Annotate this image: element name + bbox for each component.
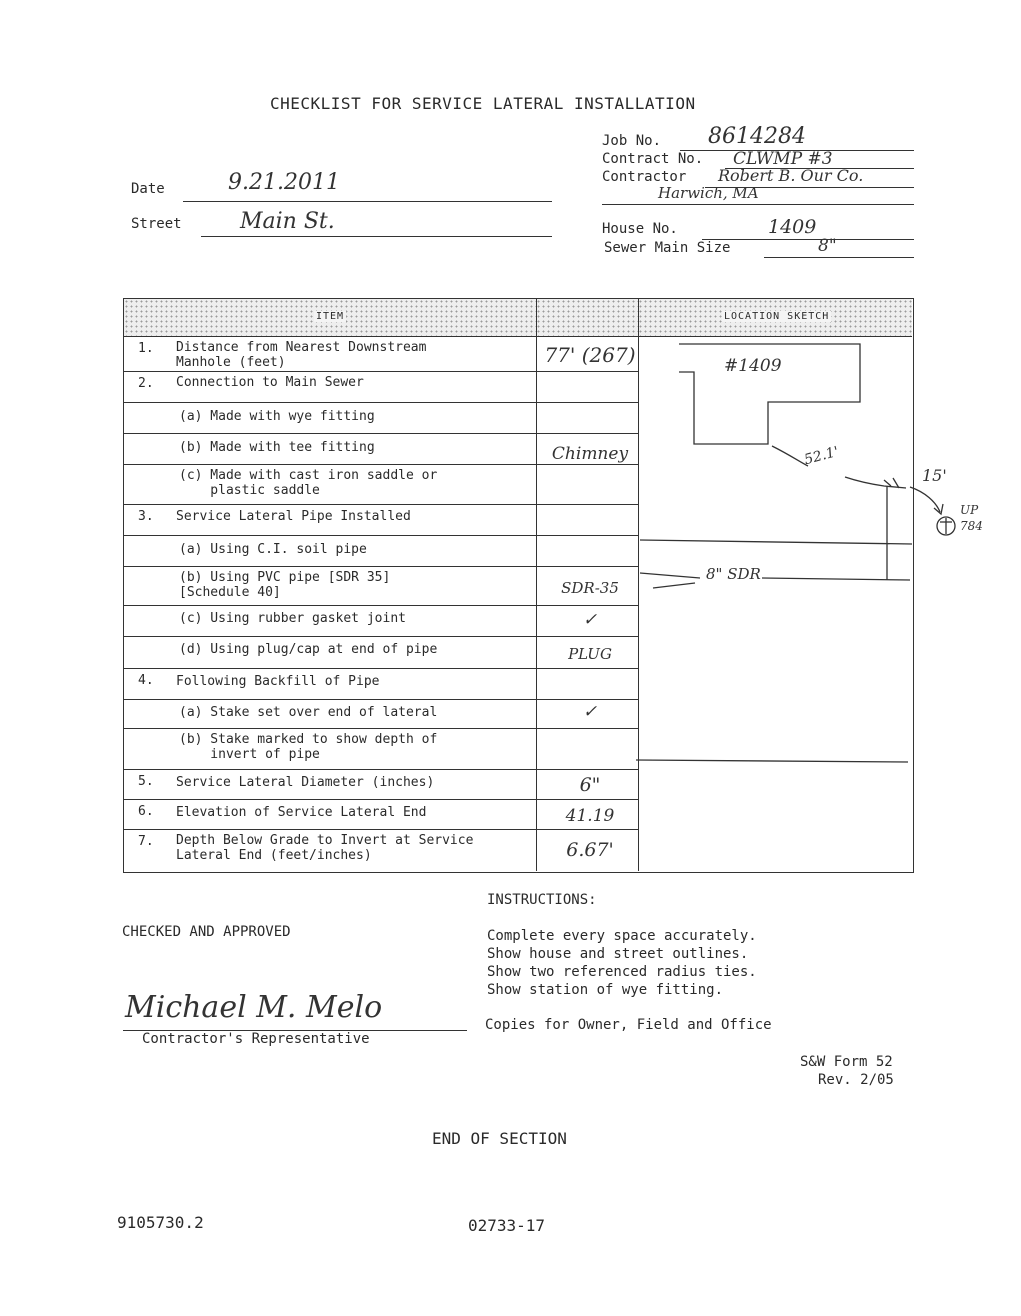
house-no-label: House No. bbox=[602, 221, 678, 237]
checklist-row-2 bbox=[124, 372, 638, 403]
date-underline bbox=[183, 201, 552, 202]
row-number: 4. bbox=[138, 673, 154, 688]
checklist-row-3 bbox=[124, 505, 638, 536]
sketch-header-label: LOCATION SKETCH bbox=[724, 311, 830, 322]
street-underline bbox=[201, 236, 552, 237]
contractor-underline-2 bbox=[602, 204, 914, 205]
row-value: 6" bbox=[579, 774, 601, 796]
row-number: 7. bbox=[138, 834, 154, 849]
row-text: (b) Stake marked to show depth of invert of pipe bbox=[179, 732, 438, 762]
utility-pole-symbol bbox=[937, 517, 955, 535]
tie-arrow bbox=[910, 487, 943, 514]
contractor-value-line2: Harwich, MA bbox=[658, 184, 759, 202]
row-value: 6.67' bbox=[566, 839, 614, 861]
sewer-main-size-underline bbox=[764, 257, 914, 258]
row-number: 5. bbox=[138, 774, 154, 789]
sewer-main-size-label: Sewer Main Size bbox=[604, 240, 731, 256]
checklist-row-2a bbox=[124, 403, 638, 434]
checklist-row-2c bbox=[124, 465, 638, 505]
contractor-value-line1: Robert B. Our Co. bbox=[718, 166, 864, 185]
house-no-underline bbox=[702, 239, 914, 240]
sketch-header bbox=[638, 299, 912, 337]
sketch-distance-15: 15' bbox=[922, 466, 947, 485]
item-header bbox=[124, 299, 536, 337]
footer-document-id: 9105730.2 bbox=[117, 1213, 204, 1232]
row-text: (a) Made with wye fitting bbox=[179, 409, 375, 424]
instruction-line: Complete every space accurately. bbox=[487, 928, 757, 944]
checklist-row-3d bbox=[124, 637, 638, 669]
signature: Michael M. Melo bbox=[125, 990, 383, 1025]
row-number: 3. bbox=[138, 509, 154, 524]
instruction-line: Show two referenced radius ties. bbox=[487, 964, 757, 980]
row-text: (a) Stake set over end of lateral bbox=[179, 705, 438, 720]
row-text: Connection to Main Sewer bbox=[176, 375, 364, 390]
row-text: Service Lateral Pipe Installed bbox=[176, 509, 411, 524]
checklist-row-2b bbox=[124, 434, 638, 465]
house-no-value: 1409 bbox=[768, 216, 817, 238]
row-text: (c) Made with cast iron saddle or plastic saddle bbox=[179, 468, 438, 498]
row-text: (d) Using plug/cap at end of pipe bbox=[179, 642, 438, 657]
copies-note: Copies for Owner, Field and Office bbox=[485, 1017, 772, 1033]
row-text: Following Backfill of Pipe bbox=[176, 674, 380, 689]
street-label: Street bbox=[131, 216, 182, 232]
sketch-distance-52: 52.1' bbox=[802, 443, 841, 469]
form-number: S&W Form 52 bbox=[800, 1054, 893, 1070]
date-label: Date bbox=[131, 181, 165, 197]
row-text: Elevation of Service Lateral End bbox=[176, 805, 427, 820]
contract-no-value: CLWMP #3 bbox=[733, 149, 833, 169]
row-number: 1. bbox=[138, 341, 154, 356]
checklist-row-4 bbox=[124, 669, 638, 700]
row-value: SDR-35 bbox=[561, 579, 619, 597]
checklist-row-4b bbox=[124, 729, 638, 770]
row-value: 41.19 bbox=[565, 806, 615, 826]
checklist-row-7 bbox=[124, 830, 638, 871]
row-text: (a) Using C.I. soil pipe bbox=[179, 542, 367, 557]
job-no-value: 8614284 bbox=[708, 124, 806, 149]
sketch-column-divider bbox=[638, 299, 639, 871]
row-value: Chimney bbox=[551, 444, 629, 464]
value-header bbox=[536, 299, 638, 337]
row-number: 2. bbox=[138, 376, 154, 391]
checklist-row-5 bbox=[124, 770, 638, 800]
instruction-line: Show house and street outlines. bbox=[487, 946, 749, 962]
checklist-row-3a bbox=[124, 536, 638, 567]
instruction-line: Show station of wye fitting. bbox=[487, 982, 724, 998]
row-number: 6. bbox=[138, 804, 154, 819]
job-no-label: Job No. bbox=[602, 133, 662, 149]
checklist-table bbox=[123, 298, 914, 873]
sketch-pole-label: UP 784 bbox=[960, 503, 983, 533]
sketch-house-label: #1409 bbox=[724, 356, 782, 376]
row-text: Depth Below Grade to Invert at Service Lateral End (feet/inches) bbox=[176, 833, 474, 863]
row-text: (b) Made with tee fitting bbox=[179, 440, 375, 455]
row-text: (b) Using PVC pipe [SDR 35] [Schedule 40] bbox=[179, 570, 391, 600]
footer-page-number: 02733-17 bbox=[468, 1216, 546, 1235]
row-value: 77' (267) bbox=[544, 343, 636, 367]
street-value: Main St. bbox=[240, 209, 335, 234]
sewer-main-size-value: 8" bbox=[818, 236, 837, 256]
checklist-row-6 bbox=[124, 800, 638, 830]
row-text: Distance from Nearest Downstream Manhole (feet) bbox=[176, 340, 427, 370]
row-text: Service Lateral Diameter (inches) bbox=[176, 775, 435, 790]
checklist-row-3b bbox=[124, 567, 638, 606]
row-value: PLUG bbox=[568, 645, 612, 663]
contract-no-label: Contract No. bbox=[602, 151, 704, 167]
row-text: (c) Using rubber gasket joint bbox=[179, 611, 406, 626]
row-value: ✓ bbox=[582, 702, 598, 722]
checklist-row-1 bbox=[124, 337, 638, 372]
checked-approved-label: CHECKED AND APPROVED bbox=[122, 924, 291, 940]
row-value: ✓ bbox=[582, 610, 598, 630]
document-title: CHECKLIST FOR SERVICE LATERAL INSTALLATION bbox=[270, 94, 696, 113]
item-header-label: ITEM bbox=[316, 311, 345, 322]
instructions-title: INSTRUCTIONS: bbox=[487, 892, 597, 908]
sketch-sewer-label: 8" SDR bbox=[706, 565, 761, 583]
date-value: 9.21.2011 bbox=[228, 170, 340, 195]
checklist-row-4a bbox=[124, 700, 638, 729]
checklist-row-3c bbox=[124, 606, 638, 637]
end-of-section: END OF SECTION bbox=[432, 1129, 567, 1148]
contractor-label: Contractor bbox=[602, 169, 687, 185]
form-revision: Rev. 2/05 bbox=[818, 1072, 894, 1088]
contractor-representative-label: Contractor's Representative bbox=[142, 1031, 370, 1047]
